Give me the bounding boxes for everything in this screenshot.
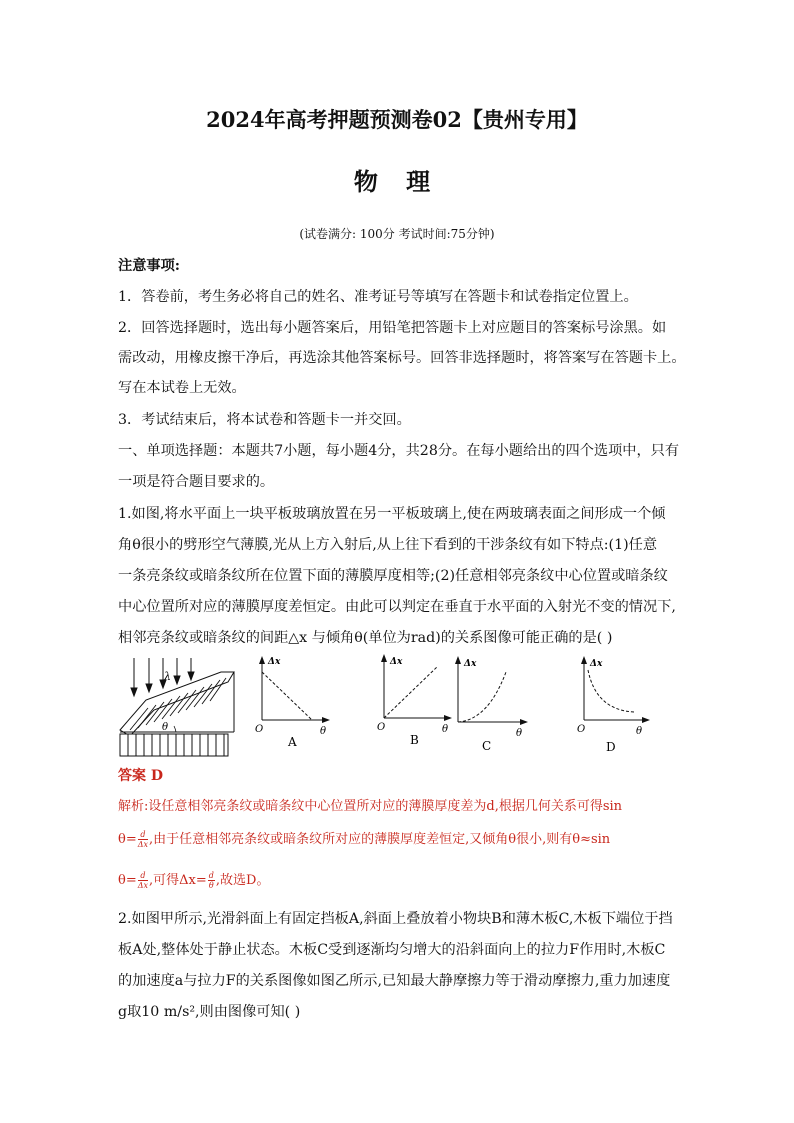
notice-heading: 注意事项: bbox=[118, 258, 180, 274]
origin-label: O bbox=[255, 724, 264, 735]
question-1-text: 中心位置所对应的薄膜厚度差恒定。由此可以判定在垂直于水平面的入射光不变的情况下, bbox=[118, 599, 676, 615]
x-axis-label: θ bbox=[636, 726, 643, 737]
y-axis-label: Δx bbox=[390, 657, 403, 667]
question-2-text: 2.如图甲所示,光滑斜面上有固定挡板A,斜面上叠放着小物块B和薄木板C,木板下端位于挡 bbox=[118, 911, 673, 927]
option-a-graph bbox=[252, 654, 332, 754]
x-axis-label: θ bbox=[442, 724, 449, 735]
explanation-line: θ= $\frac{d}{\Delta x}$ ,由于任意相邻亮条纹或暗条纹所对应的薄膜厚度差恒定,又倾角θ很小,则有θ≈sin bbox=[118, 830, 611, 849]
subject-title: 物 理 bbox=[353, 167, 441, 196]
notice-item: 写在本试卷上无效。 bbox=[118, 380, 246, 396]
notice-item: 3．考试结束后，将本试卷和答题卡一并交回。 bbox=[118, 412, 411, 428]
explanation-line: 解析:设任意相邻亮条纹或暗条纹中心位置所对应的薄膜厚度差为d,根据几何关系可得sin bbox=[118, 799, 623, 814]
section-heading: 一项是符合题目要求的。 bbox=[118, 474, 275, 490]
option-b-label: B bbox=[410, 733, 419, 747]
option-c-graph bbox=[448, 654, 534, 754]
y-axis-label: Δx bbox=[590, 659, 603, 669]
theta-label: θ bbox=[162, 722, 169, 733]
section-heading: 一、单项选择题：本题共7小题，每小题4分，共28分。在每小题给出的四个选项中，只有 bbox=[118, 443, 680, 459]
option-d-graph bbox=[574, 654, 654, 754]
explanation-line: θ= $\frac{d}{\Delta x}$ ,可得Δx= $\frac{d}{\theta}$ ,故选D。 bbox=[118, 871, 270, 890]
y-axis-label: Δx bbox=[464, 659, 477, 669]
notice-item: 2．回答选择题时，选出每小题答案后，用铅笔把答题卡上对应题目的答案标号涂黑。如 bbox=[118, 320, 667, 336]
answer-label: 答案 D bbox=[118, 768, 164, 784]
option-d-label: D bbox=[606, 740, 616, 754]
exam-meta: (试卷满分: 100分 考试时间:75分钟) bbox=[299, 227, 495, 241]
notice-item: 需改动，用橡皮擦干净后，再选涂其他答案标号。回答非选择题时，将答案写在答题卡上。 bbox=[118, 350, 686, 366]
origin-label: O bbox=[377, 722, 386, 733]
question-1-text: 相邻亮条纹或暗条纹的间距△x 与倾角θ(单位为rad)的关系图像可能正确的是( ) bbox=[118, 630, 613, 646]
question-2-text: 的加速度a与拉力F的关系图像如图乙所示,已知最大静摩擦力等于滑动摩擦力,重力加速度 bbox=[118, 973, 671, 989]
x-axis-label: θ bbox=[516, 728, 523, 739]
x-axis-label: θ bbox=[320, 726, 327, 737]
option-a-label: A bbox=[288, 735, 297, 749]
question-2-text: 板A处,整体处于静止状态。木板C受到逐渐均匀增大的沿斜面向上的拉力F作用时,木板C bbox=[118, 942, 666, 958]
page-title: 2024年高考押题预测卷02【贵州专用】 bbox=[206, 107, 588, 132]
y-axis-label: Δx bbox=[268, 657, 281, 667]
origin-label: O bbox=[577, 724, 586, 735]
question-1-text: 一条亮条纹或暗条纹所在位置下面的薄膜厚度相等;(2)任意相邻亮条纹中心位置或暗条纹 bbox=[118, 568, 668, 584]
notice-item: 1．答卷前，考生务必将自己的姓名、准考证号等填写在答题卡和试卷指定位置上。 bbox=[118, 289, 638, 305]
question-1-text: 角θ很小的劈形空气薄膜,光从上方入射后,从上往下看到的干涉条纹有如下特点:(1)任意 bbox=[118, 537, 658, 553]
lambda-label: λ bbox=[164, 670, 171, 683]
question-2-text: g取10 m/s²,则由图像可知( ) bbox=[118, 1004, 301, 1020]
option-b-graph bbox=[374, 652, 454, 752]
air-wedge-figure bbox=[116, 652, 236, 762]
option-c-label: C bbox=[482, 739, 492, 753]
question-1-text: 1.如图,将水平面上一块平板玻璃放置在另一平板玻璃上,使在两玻璃表面之间形成一个倾 bbox=[118, 506, 666, 522]
